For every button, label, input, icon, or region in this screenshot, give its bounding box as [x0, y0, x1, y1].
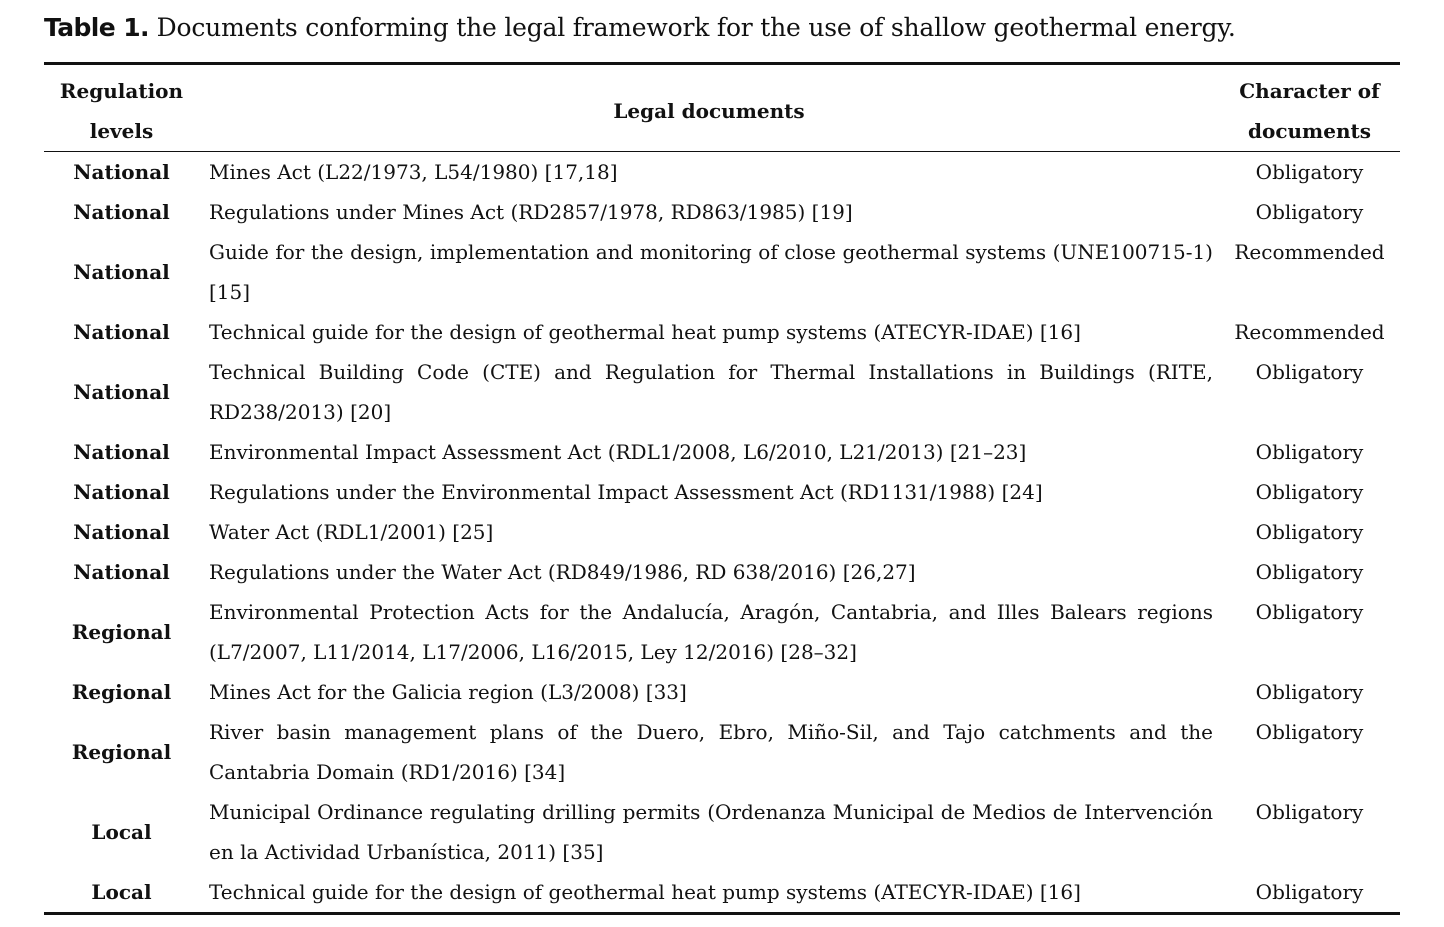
- regulation-level-cell: National: [73, 440, 170, 464]
- legal-document-cell: Regulations under the Water Act (RD849/1986, RD 638/2016) [26,27]: [209, 560, 916, 584]
- document-character-cell: Obligatory: [1255, 600, 1364, 624]
- header-character-of-documents: [1219, 65, 1400, 152]
- legal-document-cell: Mines Act for the Galicia region (L3/2008) [33]: [209, 680, 687, 704]
- regulation-level-cell: Local: [91, 820, 152, 844]
- header-regulation-levels: [44, 65, 199, 152]
- regulation-level-cell: National: [73, 320, 170, 344]
- legal-document-cell: Environmental Protection Acts for the Andalucía, Aragón, Cantabria, and Illes Balears regions (L7/2007, L11/2014, L17/2006, L16/2015, Ley 12/2016) [28–32]: [209, 600, 1213, 664]
- regulation-level-cell: National: [73, 520, 170, 544]
- legal-document-cell: Mines Act (L22/1973, L54/1980) [17,18]: [209, 160, 618, 184]
- regulation-level-cell: National: [73, 480, 170, 504]
- header-row: [44, 65, 1400, 152]
- legal-document-cell: Regulations under the Environmental Impact Assessment Act (RD1131/1988) [24]: [209, 480, 1043, 504]
- table-row: [44, 472, 1400, 512]
- document-character-cell: Obligatory: [1255, 560, 1364, 584]
- document-character-cell: Obligatory: [1255, 160, 1364, 184]
- table-body: [44, 152, 1400, 913]
- table-row: [44, 792, 1400, 872]
- table-row: [44, 512, 1400, 552]
- legal-document-cell: Regulations under Mines Act (RD2857/1978, RD863/1985) [19]: [209, 200, 853, 224]
- regulation-level-cell: National: [73, 380, 170, 404]
- regulation-level-cell: National: [73, 160, 170, 184]
- header-character-line-1: Character of: [1239, 79, 1380, 103]
- document-character-cell: Obligatory: [1255, 680, 1364, 704]
- legal-document-cell: Guide for the design, implementation and monitoring of close geothermal systems (UNE100715-1) [15]: [209, 240, 1213, 304]
- table-caption-text: Documents conforming the legal framework for the use of shallow geothermal energy.: [156, 13, 1236, 42]
- document-character-cell: Recommended: [1234, 320, 1385, 344]
- legal-document-cell: Municipal Ordinance regulating drilling permits (Ordenanza Municipal de Medios de Intervención en la Actividad Urbanística, 2011) [35]: [209, 800, 1213, 864]
- document-character-cell: Obligatory: [1255, 720, 1364, 744]
- header-regulation-levels-line-2: levels: [89, 119, 154, 143]
- document-character-cell: Obligatory: [1255, 880, 1364, 904]
- regulation-level-cell: Regional: [71, 620, 172, 644]
- legal-document-cell: Technical Building Code (CTE) and Regulation for Thermal Installations in Buildings (RITE, RD238/2013) [20]: [209, 360, 1213, 424]
- table-row: [44, 432, 1400, 472]
- header-regulation-levels-line-1: Regulation: [59, 79, 184, 103]
- legal-document-cell: River basin management plans of the Duero, Ebro, Miño-Sil, and Tajo catchments and the Cantabria Domain (RD1/2016) [34]: [209, 720, 1213, 784]
- document-character-cell: Obligatory: [1255, 800, 1364, 824]
- table-row: [44, 152, 1400, 193]
- document-character-cell: Obligatory: [1255, 520, 1364, 544]
- legal-document-cell: Technical guide for the design of geothermal heat pump systems (ATECYR-IDAE) [16]: [209, 320, 1081, 344]
- document-character-cell: Obligatory: [1255, 440, 1364, 464]
- table-row: [44, 552, 1400, 592]
- table-row: [44, 592, 1400, 672]
- table-header: [44, 65, 1400, 152]
- legal-document-cell: Water Act (RDL1/2001) [25]: [209, 520, 494, 544]
- table-row: [44, 672, 1400, 712]
- document-character-cell: Obligatory: [1255, 480, 1364, 504]
- regulation-level-cell: Regional: [71, 680, 172, 704]
- table-row: [44, 352, 1400, 432]
- table-caption: [44, 10, 1424, 46]
- document-character-cell: Recommended: [1234, 240, 1385, 264]
- header-legal-documents: Legal documents: [199, 65, 1219, 152]
- regulation-level-cell: National: [73, 200, 170, 224]
- document-character-cell: Obligatory: [1255, 360, 1364, 384]
- table-row: [44, 232, 1400, 312]
- regulation-level-cell: National: [73, 560, 170, 584]
- legal-framework-table: [44, 62, 1400, 915]
- table-row: [44, 312, 1400, 352]
- legal-document-cell: Environmental Impact Assessment Act (RDL1/2008, L6/2010, L21/2013) [21–23]: [209, 440, 1027, 464]
- regulation-level-cell: National: [73, 260, 170, 284]
- table-row: [44, 872, 1400, 912]
- regulation-level-cell: Local: [91, 880, 152, 904]
- table-row: [44, 712, 1400, 792]
- legal-document-cell: Technical guide for the design of geothermal heat pump systems (ATECYR-IDAE) [16]: [209, 880, 1081, 904]
- header-character-line-2: documents: [1248, 119, 1371, 143]
- table: [44, 65, 1400, 912]
- table-row: [44, 192, 1400, 232]
- document-character-cell: Obligatory: [1255, 200, 1364, 224]
- regulation-level-cell: Regional: [71, 740, 172, 764]
- table-caption-label: Table 1.: [44, 13, 149, 42]
